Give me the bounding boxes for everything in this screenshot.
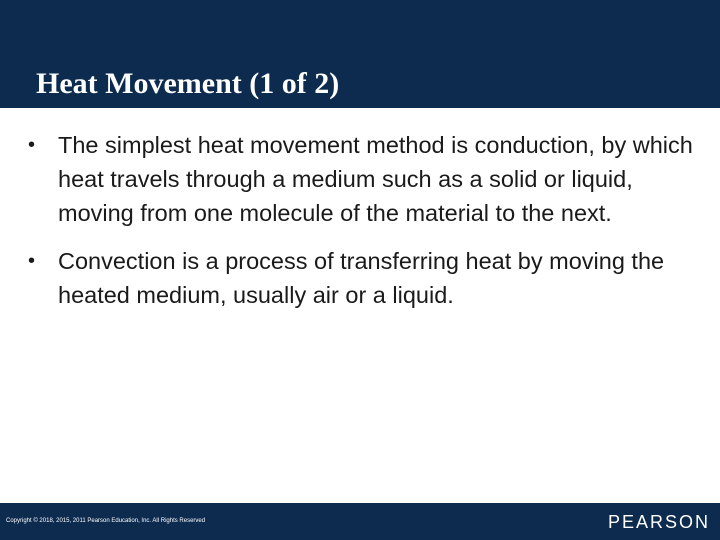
copyright-text: Copyright © 2018, 2015, 2011 Pearson Education, Inc. All Rights Reserved [6, 518, 206, 524]
pearson-logo: PEARSON [607, 512, 710, 532]
bullet-item [28, 128, 698, 230]
footer-bar [0, 503, 720, 540]
bullet-item [28, 244, 698, 312]
bullet-text: Convection is a process of transferring heat by moving the heated medium, usually air or a liquid. [58, 248, 665, 308]
bullet-icon: • [28, 250, 36, 272]
slide-title: Heat Movement (1 of 2) [36, 67, 340, 100]
bullet-icon: • [28, 134, 36, 156]
title-bar [0, 0, 720, 108]
bullet-list [28, 128, 698, 312]
bullet-text: The simplest heat movement method is conduction, by which heat travels through a medium such as a solid or liquid, moving from one molecule of the material to the next. [58, 132, 693, 226]
